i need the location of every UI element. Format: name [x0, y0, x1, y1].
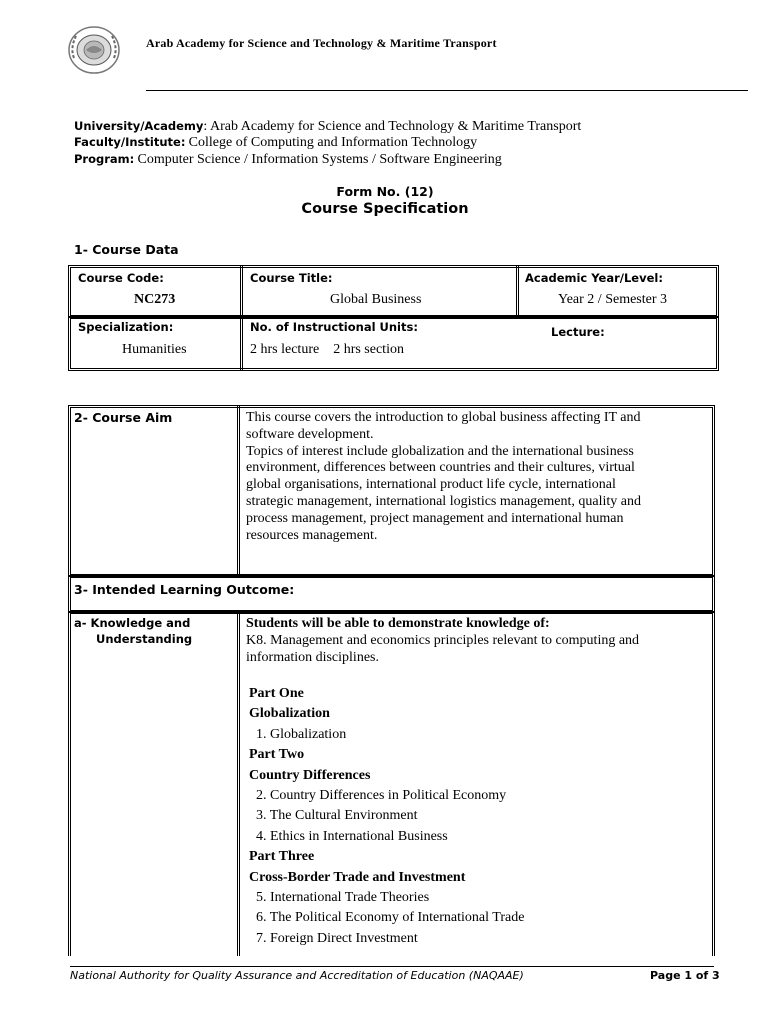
course-code-label: Course Code: [78, 271, 164, 285]
topic-part-title: Country Differences [249, 767, 371, 783]
k8-line2: information disciplines. [246, 650, 379, 665]
header-divider [146, 90, 748, 91]
academic-year-value: Year 2 / Semester 3 [558, 292, 668, 307]
program-label: Program: [74, 152, 135, 166]
form-title: Course Specification [301, 201, 469, 217]
topic-item: 1. Globalization [256, 726, 347, 742]
course-code-value: NC273 [134, 292, 176, 307]
footer-authority: National Authority for Quality Assurance and Accreditation of Education (NAQAAE) [70, 969, 524, 982]
knowledge-label-line2: Understanding [96, 632, 193, 646]
knowledge-label-line1: a- Knowledge and [74, 616, 191, 630]
course-data-heading: 1- Course Data [74, 242, 179, 257]
academy-seal-logo [66, 24, 122, 76]
topic-part-heading: Part Three [249, 849, 315, 865]
footer-page-number: Page 1 of 3 [650, 969, 720, 982]
course-aim-line: process management, project management and international human [246, 510, 624, 526]
course-aim-line: global organisations, international product life cycle, international [246, 477, 616, 493]
program-value: Computer Science / Information Systems / Software Engineering [137, 152, 502, 167]
course-aim-line: environment, differences between countries and their cultures, virtual [246, 460, 635, 476]
instructional-units-label: No. of Instructional Units: [250, 320, 418, 334]
form-number: Form No. (12) [336, 184, 434, 199]
lecture-label: Lecture: [551, 325, 605, 339]
course-aim-line: software development. [246, 426, 374, 442]
course-aim-line: This course covers the introduction to global business affecting IT and [246, 410, 641, 425]
topic-item: 7. Foreign Direct Investment [256, 930, 418, 946]
divider [237, 405, 240, 577]
footer-divider [70, 966, 714, 967]
topic-item: 5. International Trade Theories [256, 890, 430, 906]
faculty-label: Faculty/Institute: [74, 135, 186, 149]
divider [240, 316, 243, 371]
topic-part-title: Cross-Border Trade and Investment [249, 869, 466, 885]
divider [516, 265, 519, 318]
topic-item: 2. Country Differences in Political Economy [256, 788, 507, 804]
academic-year-label: Academic Year/Level: [525, 271, 663, 285]
faculty-line [74, 134, 477, 151]
topic-item: 3. The Cultural Environment [256, 808, 418, 824]
course-title-value: Global Business [330, 292, 422, 307]
topic-part-title: Globalization [249, 706, 330, 722]
divider [240, 265, 243, 318]
course-aim-line: Topics of interest include globalization and the international business [246, 443, 634, 459]
knowledge-intro: Students will be able to demonstrate knowledge of: [246, 616, 550, 631]
course-aim-line: resources management. [246, 527, 378, 543]
course-aim-label: 2- Course Aim [74, 410, 173, 425]
university-value: Arab Academy for Science and Technology & Maritime Transport [210, 119, 582, 134]
ilo-heading: 3- Intended Learning Outcome: [74, 582, 295, 597]
divider [237, 611, 240, 956]
specialization-label: Specialization: [78, 320, 174, 334]
topic-item: 4. Ethics in International Business [256, 828, 448, 844]
faculty-value: College of Computing and Information Technology [188, 135, 478, 150]
program-line [74, 151, 502, 168]
university-label: University/Academy [74, 119, 204, 133]
course-aim-line: strategic management, international logistics management, quality and [246, 493, 641, 509]
header-institution-name: Arab Academy for Science and Technology & Maritime Transport [146, 36, 497, 50]
course-title-label: Course Title: [250, 271, 333, 285]
topic-part-heading: Part Two [249, 747, 305, 763]
topic-part-heading: Part One [249, 686, 304, 701]
topic-list [249, 684, 524, 949]
topic-item: 6. The Political Economy of International Trade [256, 910, 525, 926]
k8-line1: K8. Management and economics principles relevant to computing and [246, 633, 640, 648]
course-aim-text [246, 410, 641, 544]
instructional-units-value: 2 hrs lecture 2 hrs section [250, 342, 404, 357]
university-line: University/Academy: Arab Academy for Science and Technology & Maritime Transport [74, 119, 582, 134]
specialization-value: Humanities [122, 342, 187, 357]
